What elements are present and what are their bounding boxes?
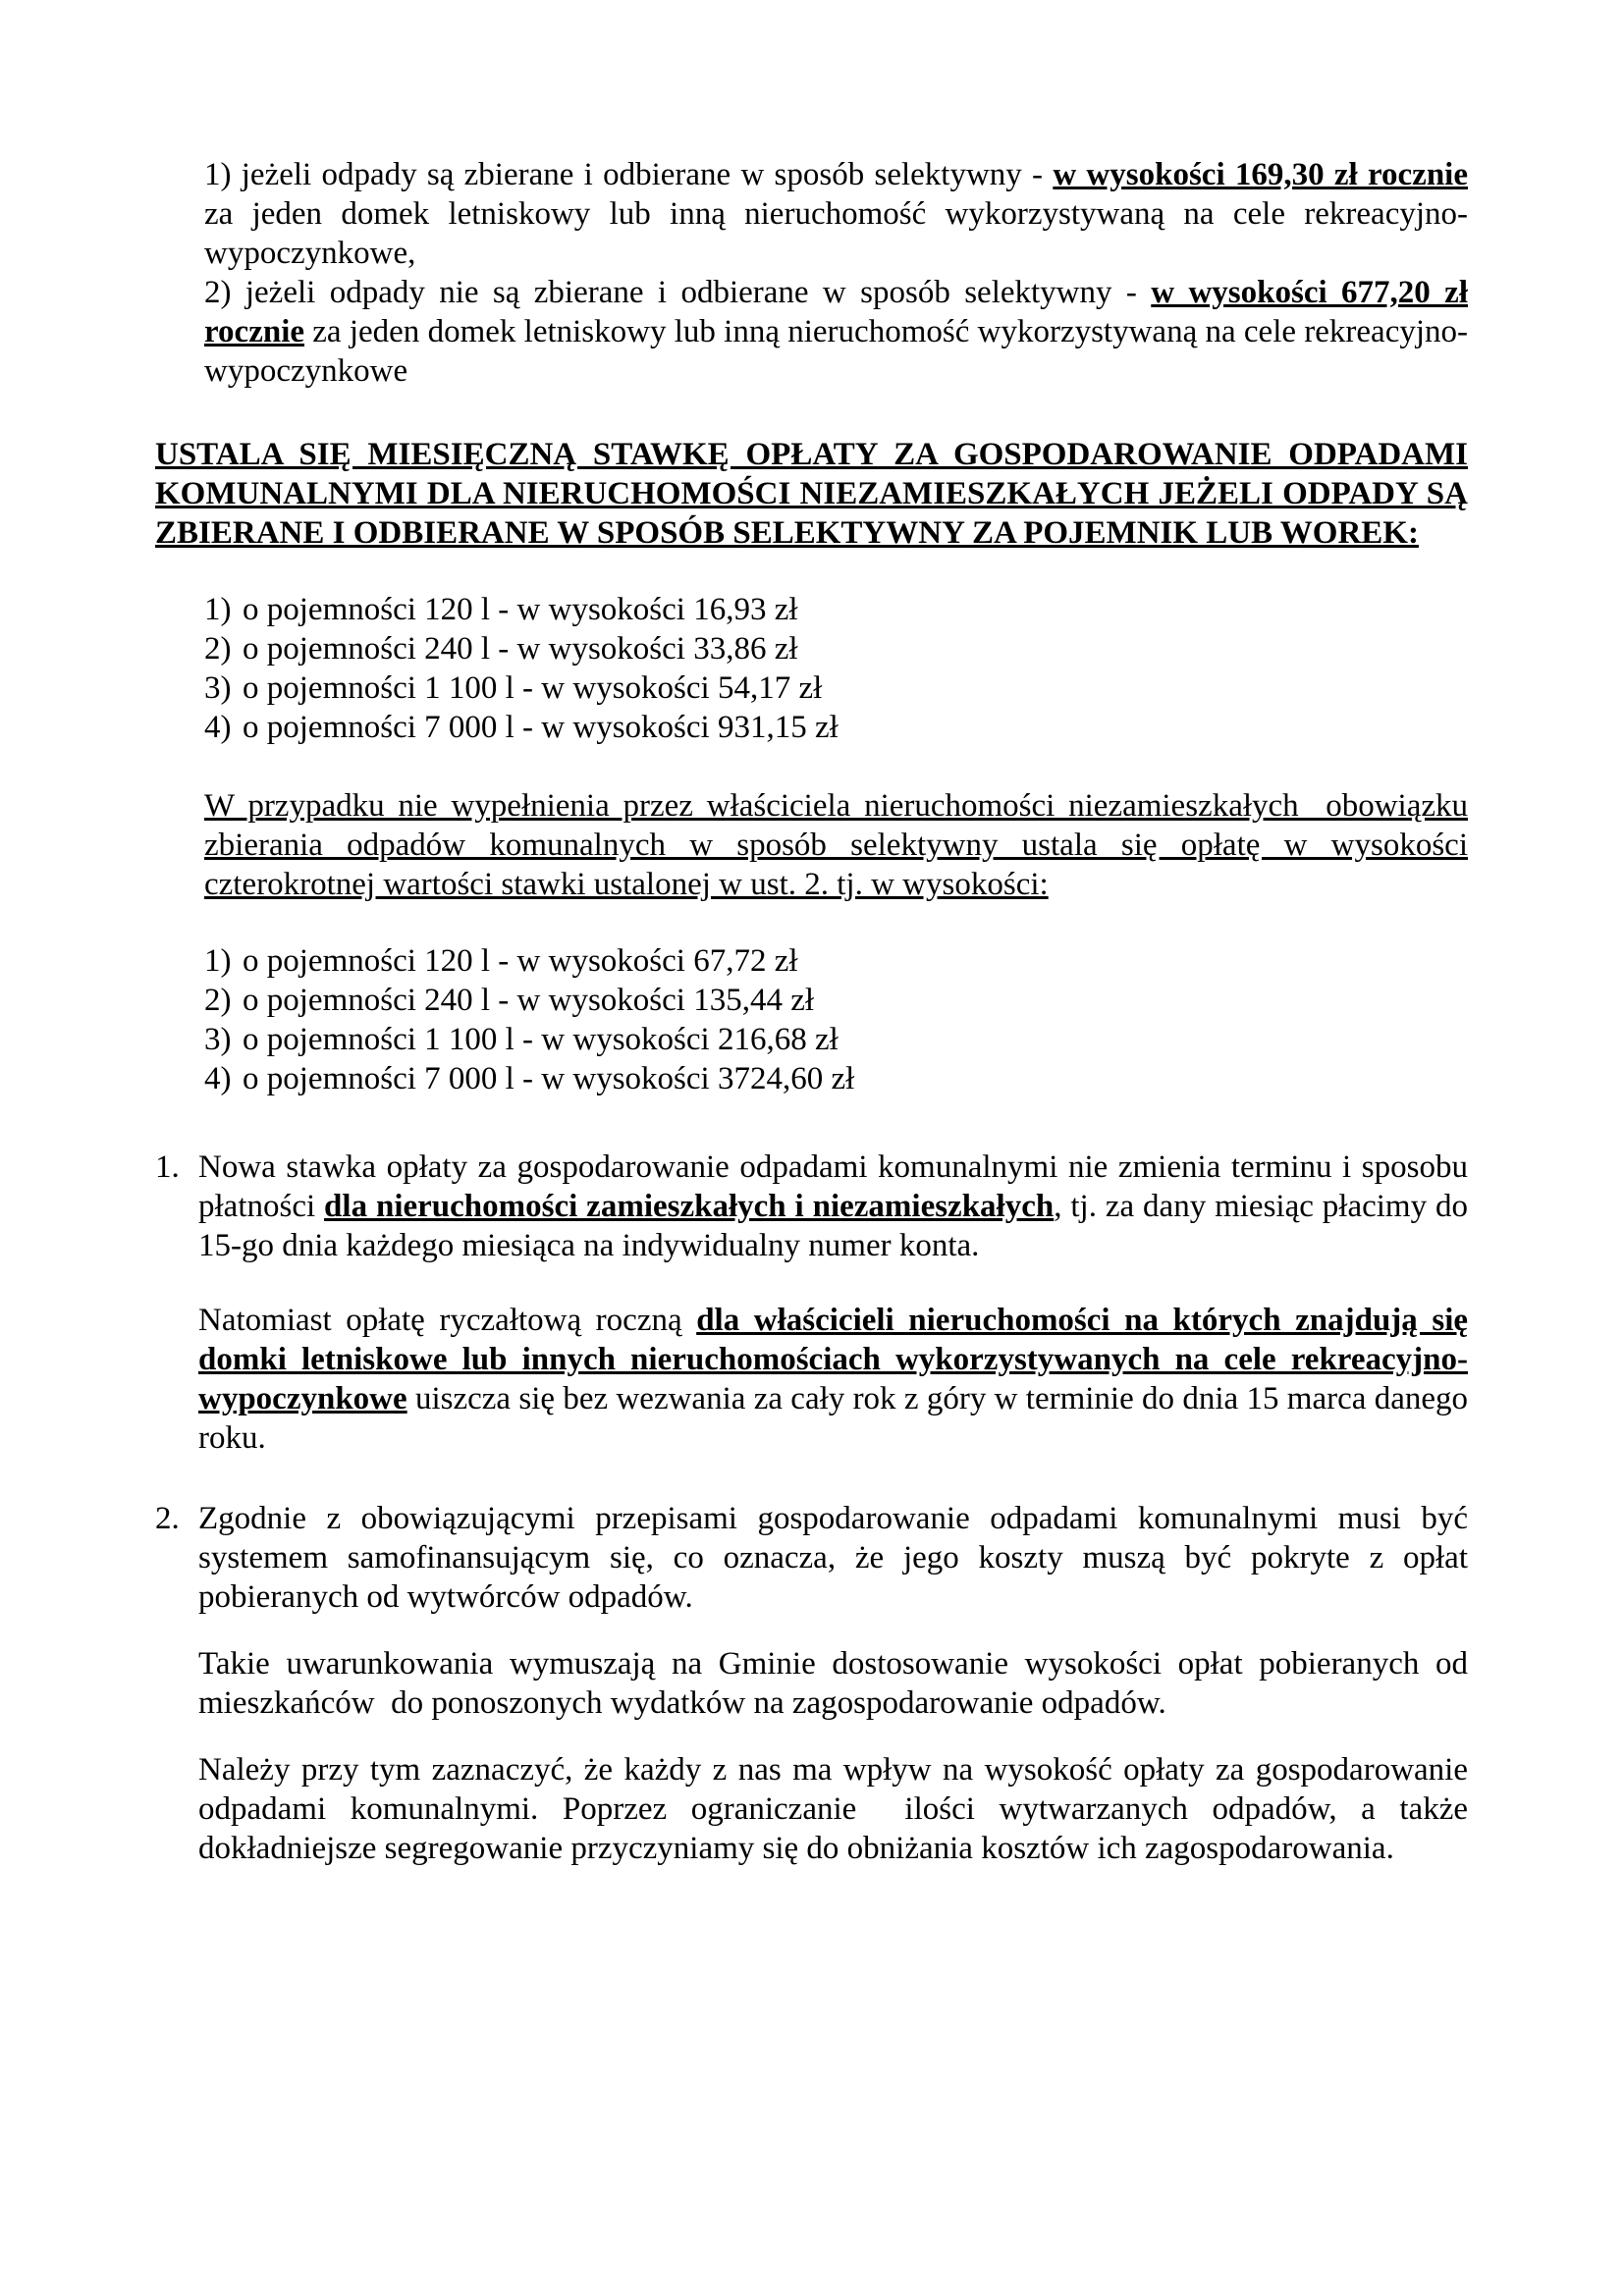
rate-item-text: o pojemności 7 000 l - w wysokości 3724,60 zł — [243, 1061, 855, 1096]
paragraph-1-text: Nowa stawka opłaty za gospodarowanie odpadami komunalnymi nie zmienia terminu i sposobu płatności — [198, 1149, 1468, 1224]
paragraph-takie-body: Takie uwarunkowania wymuszają na Gminie dostosowanie wysokości opłat pobieranych od mieszkańców do ponoszonych wydatków na zagospodarowanie odpadów. — [198, 1646, 1468, 1721]
rate-item-number: 1) — [204, 943, 232, 979]
paragraph-natomiast-emphasis: dla właścicieli nieruchomości na których znajdują się domki letniskowe lub innych nieruchomościach wykorzystywanych na cele rekreacyjno-wypoczynkowe — [198, 1303, 1469, 1416]
paragraph-natomiast-body — [198, 1301, 1468, 1458]
paragraph-natomiast — [198, 1301, 1468, 1458]
paragraph-2-body: Zgodnie z obowiązującymi przepisami gospodarowanie odpadami komunalnymi musi być systemem samofinansującym się, co oznacza, że jego koszty muszą być pokryte z opłat pobieranych od wytwórców odpadów. — [198, 1501, 1468, 1615]
rate-item-text: o pojemności 1 100 l - w wysokości 54,17 zł — [243, 670, 823, 706]
numbered-paragraph-1 — [155, 1148, 1468, 1265]
rate-item — [204, 1059, 1468, 1098]
annual-rate-selective: w wysokości 169,30 zł rocznie — [1053, 157, 1468, 192]
rate-item — [204, 708, 1468, 747]
rate-item-text: o pojemności 1 100 l - w wysokości 216,68 zł — [243, 1022, 839, 1057]
rate-item-text: o pojemności 240 l - w wysokości 33,86 zł — [243, 631, 798, 667]
intro-item-2-text: 2) jeżeli odpady nie są zbierane i odbierane w sposób selektywny - — [204, 275, 1152, 310]
intro-list — [204, 155, 1468, 391]
intro-item-selective — [204, 155, 1468, 273]
rate-item — [204, 629, 1468, 668]
penalty-paragraph: W przypadku nie wypełnienia przez właściciela nieruchomości niezamieszkałych obowiązku zbierania odpadów komunalnych w sposób selektywny ustala się opłatę w wysokości czterokrotnej wartości stawki ustalonej w ust. 2. tj. w wysokości: — [204, 788, 1468, 902]
rate-item — [204, 941, 1468, 981]
paragraph-1-emphasis: dla nieruchomości zamieszkałych i niezamieszkałych — [324, 1189, 1055, 1224]
numbered-paragraph-2 — [155, 1499, 1468, 1617]
rate-item-number: 1) — [204, 592, 232, 627]
rate-item-text: o pojemności 7 000 l - w wysokości 931,15 zł — [243, 710, 839, 745]
paragraph-natomiast-text-cont: uiszcza się bez wezwania za cały rok z góry w terminie do dnia 15 marca danego roku. — [198, 1381, 1468, 1456]
rate-list-quadruple — [204, 941, 1468, 1098]
rate-item — [204, 590, 1468, 629]
rate-item-number: 4) — [204, 1061, 232, 1096]
intro-item-1-text: 1) jeżeli odpady są zbierane i odbierane w sposób selektywny - — [204, 157, 1054, 192]
paragraph-1-text-cont: , tj. za dany miesiąc płacimy do 15-go dnia każdego miesiąca na indywidualny numer konta. — [198, 1189, 1468, 1263]
rate-item — [204, 668, 1468, 708]
rate-item-number: 2) — [204, 983, 232, 1018]
paragraph-number: 1. — [155, 1149, 180, 1185]
intro-item-2-text-cont: za jeden domek letniskowy lub inną nieruchomość wykorzystywaną na cele rekreacyjno-wypoczynkowe — [204, 314, 1468, 389]
paragraph-takie — [198, 1644, 1468, 1723]
paragraph-nalezy-body: Należy przy tym zaznaczyć, że każdy z nas ma wpływ na wysokość opłaty za gospodarowanie odpadami komunalnymi. Poprzez ograniczanie ilości wytwarzanych odpadów, a także dokładniejsze segregowanie przyczyniamy się do obniżania kosztów ich zagospodarowania. — [198, 1752, 1468, 1866]
rate-list-selective — [204, 590, 1468, 747]
rate-item-number: 3) — [204, 670, 232, 706]
rate-item-number: 4) — [204, 710, 232, 745]
rate-item-text: o pojemności 120 l - w wysokości 67,72 zł — [243, 943, 798, 979]
paragraph-natomiast-text: Natomiast opłatę ryczałtową roczną — [198, 1303, 697, 1338]
rate-item — [204, 1020, 1468, 1059]
paragraph-number: 2. — [155, 1501, 180, 1536]
rate-item-number: 2) — [204, 631, 232, 667]
rate-item-text: o pojemności 120 l - w wysokości 16,93 zł — [243, 592, 798, 627]
annual-rate-nonselective: w wysokości 677,20 zł rocznie — [204, 275, 1468, 349]
rate-item — [204, 981, 1468, 1020]
section-heading: USTALA SIĘ MIESIĘCZNĄ STAWKĘ OPŁATY ZA GOSPODAROWANIE ODPADAMI KOMUNALNYMI DLA NIERUCHOMOŚCI NIEZAMIESZKAŁYCH JEŻELI ODPADY SĄ ZBIERANE I ODBIERANE W SPOSÓB SELEKTYWNY ZA POJEMNIK LUB WOREK: — [155, 437, 1468, 551]
intro-item-nonselective — [204, 273, 1468, 391]
rate-item-number: 3) — [204, 1022, 232, 1057]
paragraph-nalezy — [198, 1750, 1468, 1868]
rate-item-text: o pojemności 240 l - w wysokości 135,44 zł — [243, 983, 815, 1018]
paragraph-1-body — [198, 1148, 1468, 1265]
intro-item-1-text-cont: za jeden domek letniskowy lub inną nieruchomość wykorzystywaną na cele rekreacyjno-wypoczynkowe, — [204, 196, 1468, 271]
